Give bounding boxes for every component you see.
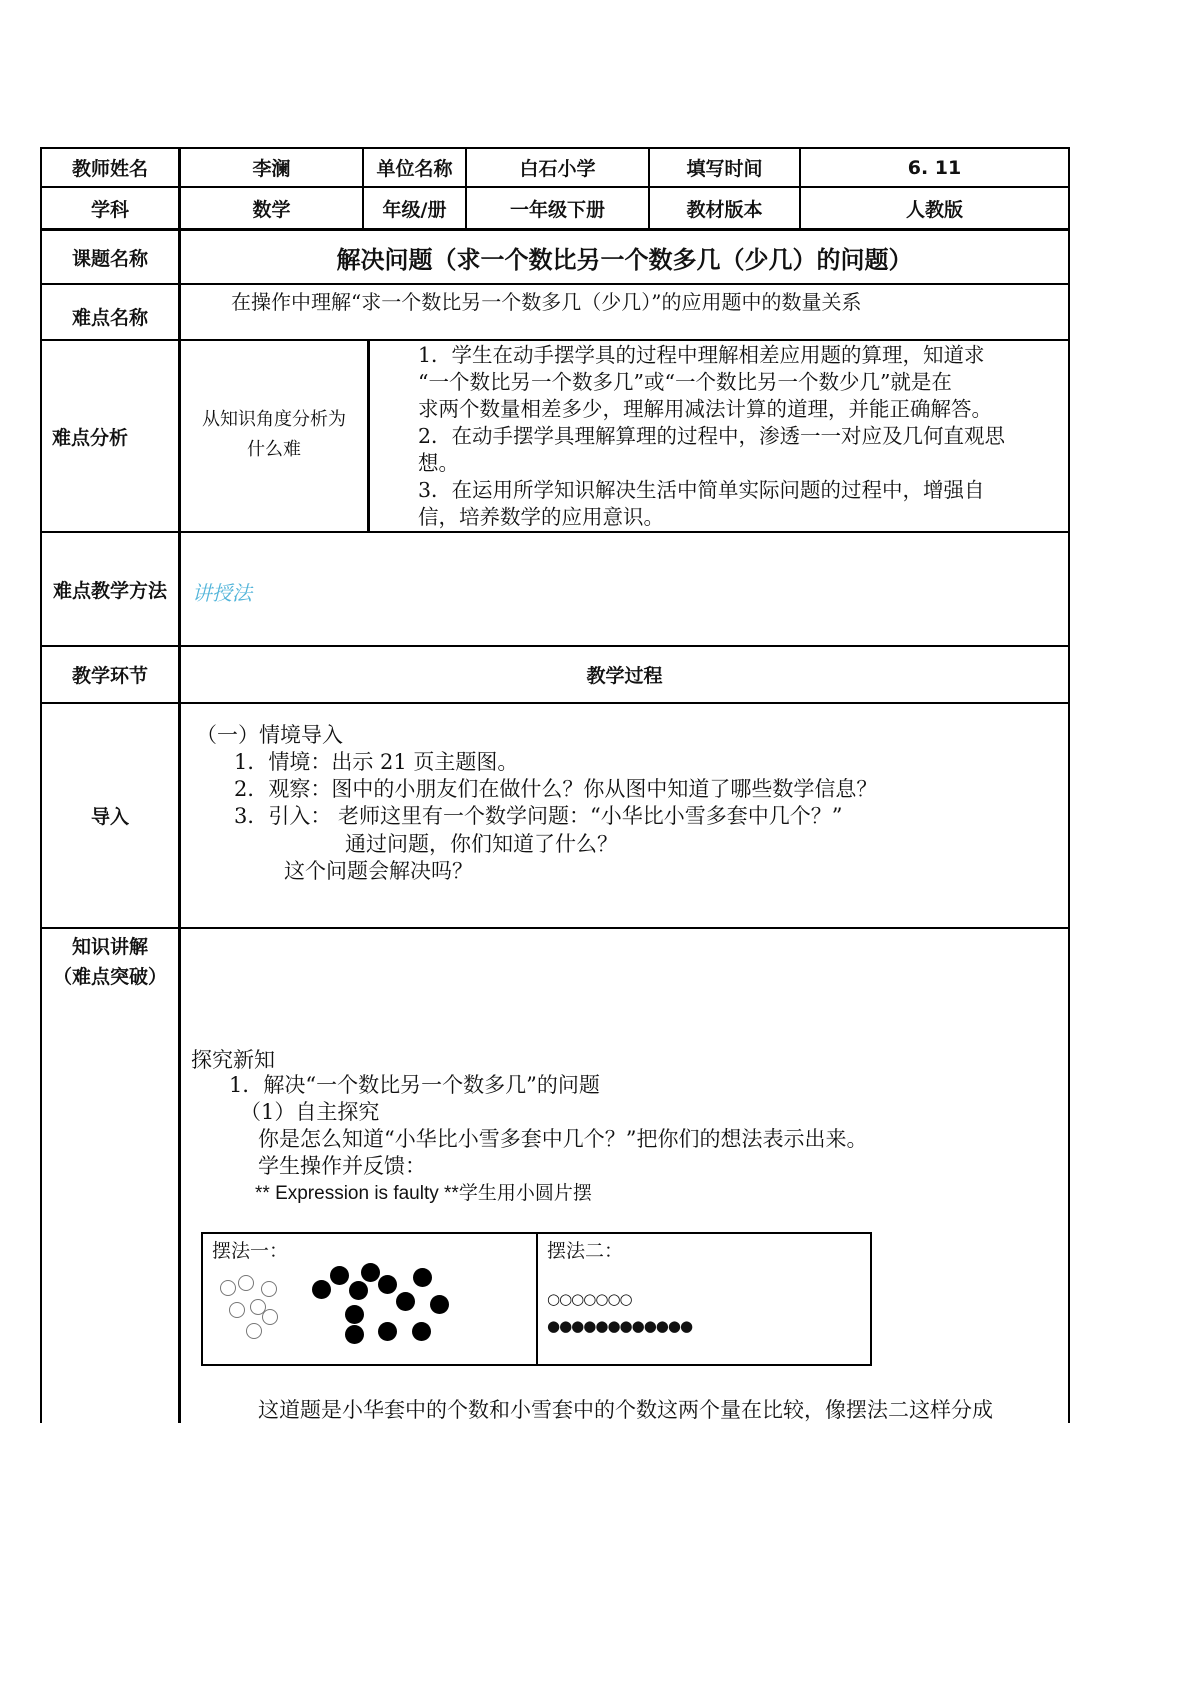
- grade-label: 年级/册: [382, 198, 447, 221]
- edition-value: 人教版: [905, 198, 963, 221]
- method2-filled-row: ●●●●●●●●●●●●: [547, 1317, 693, 1335]
- filled-circle: [345, 1325, 364, 1344]
- row-divider: [40, 339, 1070, 341]
- unit-value: 白石小学: [519, 158, 596, 180]
- analysis-line: 求两个数量相差多少，理解用减法计算的道理，并能正确解答。: [418, 397, 992, 421]
- intro-line: 2．观察：图中的小朋友们在做什么？你从图中知道了哪些数学信息？: [234, 777, 878, 801]
- knowledge-line: 1．解决“一个数比另一个数多几”的问题: [229, 1073, 600, 1097]
- date-value: 6. 11: [907, 156, 962, 179]
- knowledge-label: [42, 932, 178, 992]
- label-column-divider: [178, 147, 181, 1423]
- open-circle: [246, 1323, 262, 1339]
- method-label: 难点教学方法: [52, 579, 167, 602]
- knowledge-label-line: 知识讲解: [71, 936, 148, 958]
- method1-label: 摆法一：: [212, 1240, 289, 1262]
- edition-label: 教材版本: [686, 198, 763, 221]
- knowledge-label-line: （难点突破）: [52, 966, 167, 988]
- knowledge-line: 学生操作并反馈：: [258, 1154, 426, 1178]
- row-divider: [40, 531, 1070, 533]
- knowledge-line: 你是怎么知道“小华比小雪多套中几个？”把你们的想法表示出来。: [258, 1127, 868, 1151]
- knowledge-line: 探究新知: [191, 1048, 275, 1072]
- filled-circle: [413, 1268, 432, 1287]
- analysis-label: 难点分析: [52, 426, 129, 449]
- open-circle: [261, 1281, 277, 1297]
- arrangement-divider: [536, 1232, 538, 1366]
- grade-value: 一年级下册: [509, 198, 605, 221]
- intro-line: （一）情境导入: [196, 723, 343, 747]
- analysis-line: “一个数比另一个数多几”或“一个数比另一个数少几”就是在: [418, 370, 952, 394]
- filled-circle: [345, 1305, 364, 1324]
- intro-line: 这个问题会解决吗？: [284, 859, 473, 883]
- intro-line: 1．情境：出示 21 页主题图。: [234, 750, 519, 774]
- unit-label: 单位名称: [376, 158, 453, 180]
- knowledge-line: ** Expression is faulty **学生用小圆片摆: [255, 1183, 592, 1204]
- process-title: 教学过程: [586, 665, 663, 687]
- date-label: 填写时间: [686, 158, 763, 180]
- filled-circle: [349, 1281, 368, 1300]
- filled-circle: [378, 1322, 397, 1341]
- method2-label: 摆法二：: [547, 1240, 624, 1262]
- filled-circle: [396, 1292, 415, 1311]
- row-divider: [40, 927, 1070, 929]
- analysis-sub-label: [181, 405, 367, 465]
- knowledge-bottom-line: 这道题是小华套中的个数和小雪套中的个数这两个量在比较，像摆法二这样分成: [258, 1398, 993, 1422]
- difficulty-value: 在操作中理解“求一个数比另一个数多几（少几）”的应用题中的数量关系: [231, 290, 862, 314]
- analysis-line: 3．在运用所学知识解决生活中简单实际问题的过程中，增强自: [418, 478, 985, 502]
- row-divider: [40, 283, 1070, 285]
- knowledge-line: （1）自主探究: [240, 1100, 380, 1124]
- open-circle: [238, 1275, 254, 1291]
- method-value: 讲授法: [192, 581, 252, 605]
- method2-open-row: ○○○○○○○: [547, 1290, 632, 1308]
- filled-circle: [412, 1322, 431, 1341]
- row-divider: [40, 702, 1070, 704]
- subject-value: 数学: [252, 198, 291, 221]
- table-border-right: [1068, 147, 1070, 1423]
- process-label: 教学环节: [71, 665, 148, 687]
- open-circle: [229, 1302, 245, 1318]
- analysis-sub-label-line: 什么难: [247, 439, 301, 460]
- difficulty-label: 难点名称: [71, 306, 148, 329]
- filled-circle: [378, 1275, 397, 1294]
- intro-line: 3．引入： 老师这里有一个数学问题：“小华比小雪多套中几个？”: [234, 804, 843, 828]
- analysis-points: [418, 342, 1005, 531]
- analysis-line: 想。: [418, 451, 459, 475]
- filled-circle: [312, 1280, 331, 1299]
- topic-label: 课题名称: [71, 247, 148, 270]
- analysis-sub-label-line: 从知识角度分析为: [202, 409, 346, 430]
- intro-label: 导入: [90, 806, 129, 828]
- analysis-line: 信，培养数学的应用意识。: [418, 505, 664, 529]
- teacher-name-label: 教师姓名: [71, 158, 148, 180]
- teacher-name: 李澜: [252, 158, 291, 180]
- filled-circle: [330, 1266, 349, 1285]
- subject-label: 学科: [90, 198, 129, 221]
- analysis-line: 1．学生在动手摆学具的过程中理解相差应用题的算理，知道求: [418, 343, 985, 367]
- filled-circle: [361, 1263, 380, 1282]
- open-circle: [220, 1280, 236, 1296]
- intro-line: 通过问题，你们知道了什么？: [345, 832, 618, 856]
- analysis-sub-divider: [367, 339, 370, 532]
- topic-title: 解决问题（求一个数比另一个数多几（少几）的问题）: [336, 245, 913, 274]
- open-circle: [262, 1309, 278, 1325]
- filled-circle: [430, 1295, 449, 1314]
- analysis-line: 2．在动手摆学具理解算理的过程中，渗透一一对应及几何直观思: [418, 424, 1006, 448]
